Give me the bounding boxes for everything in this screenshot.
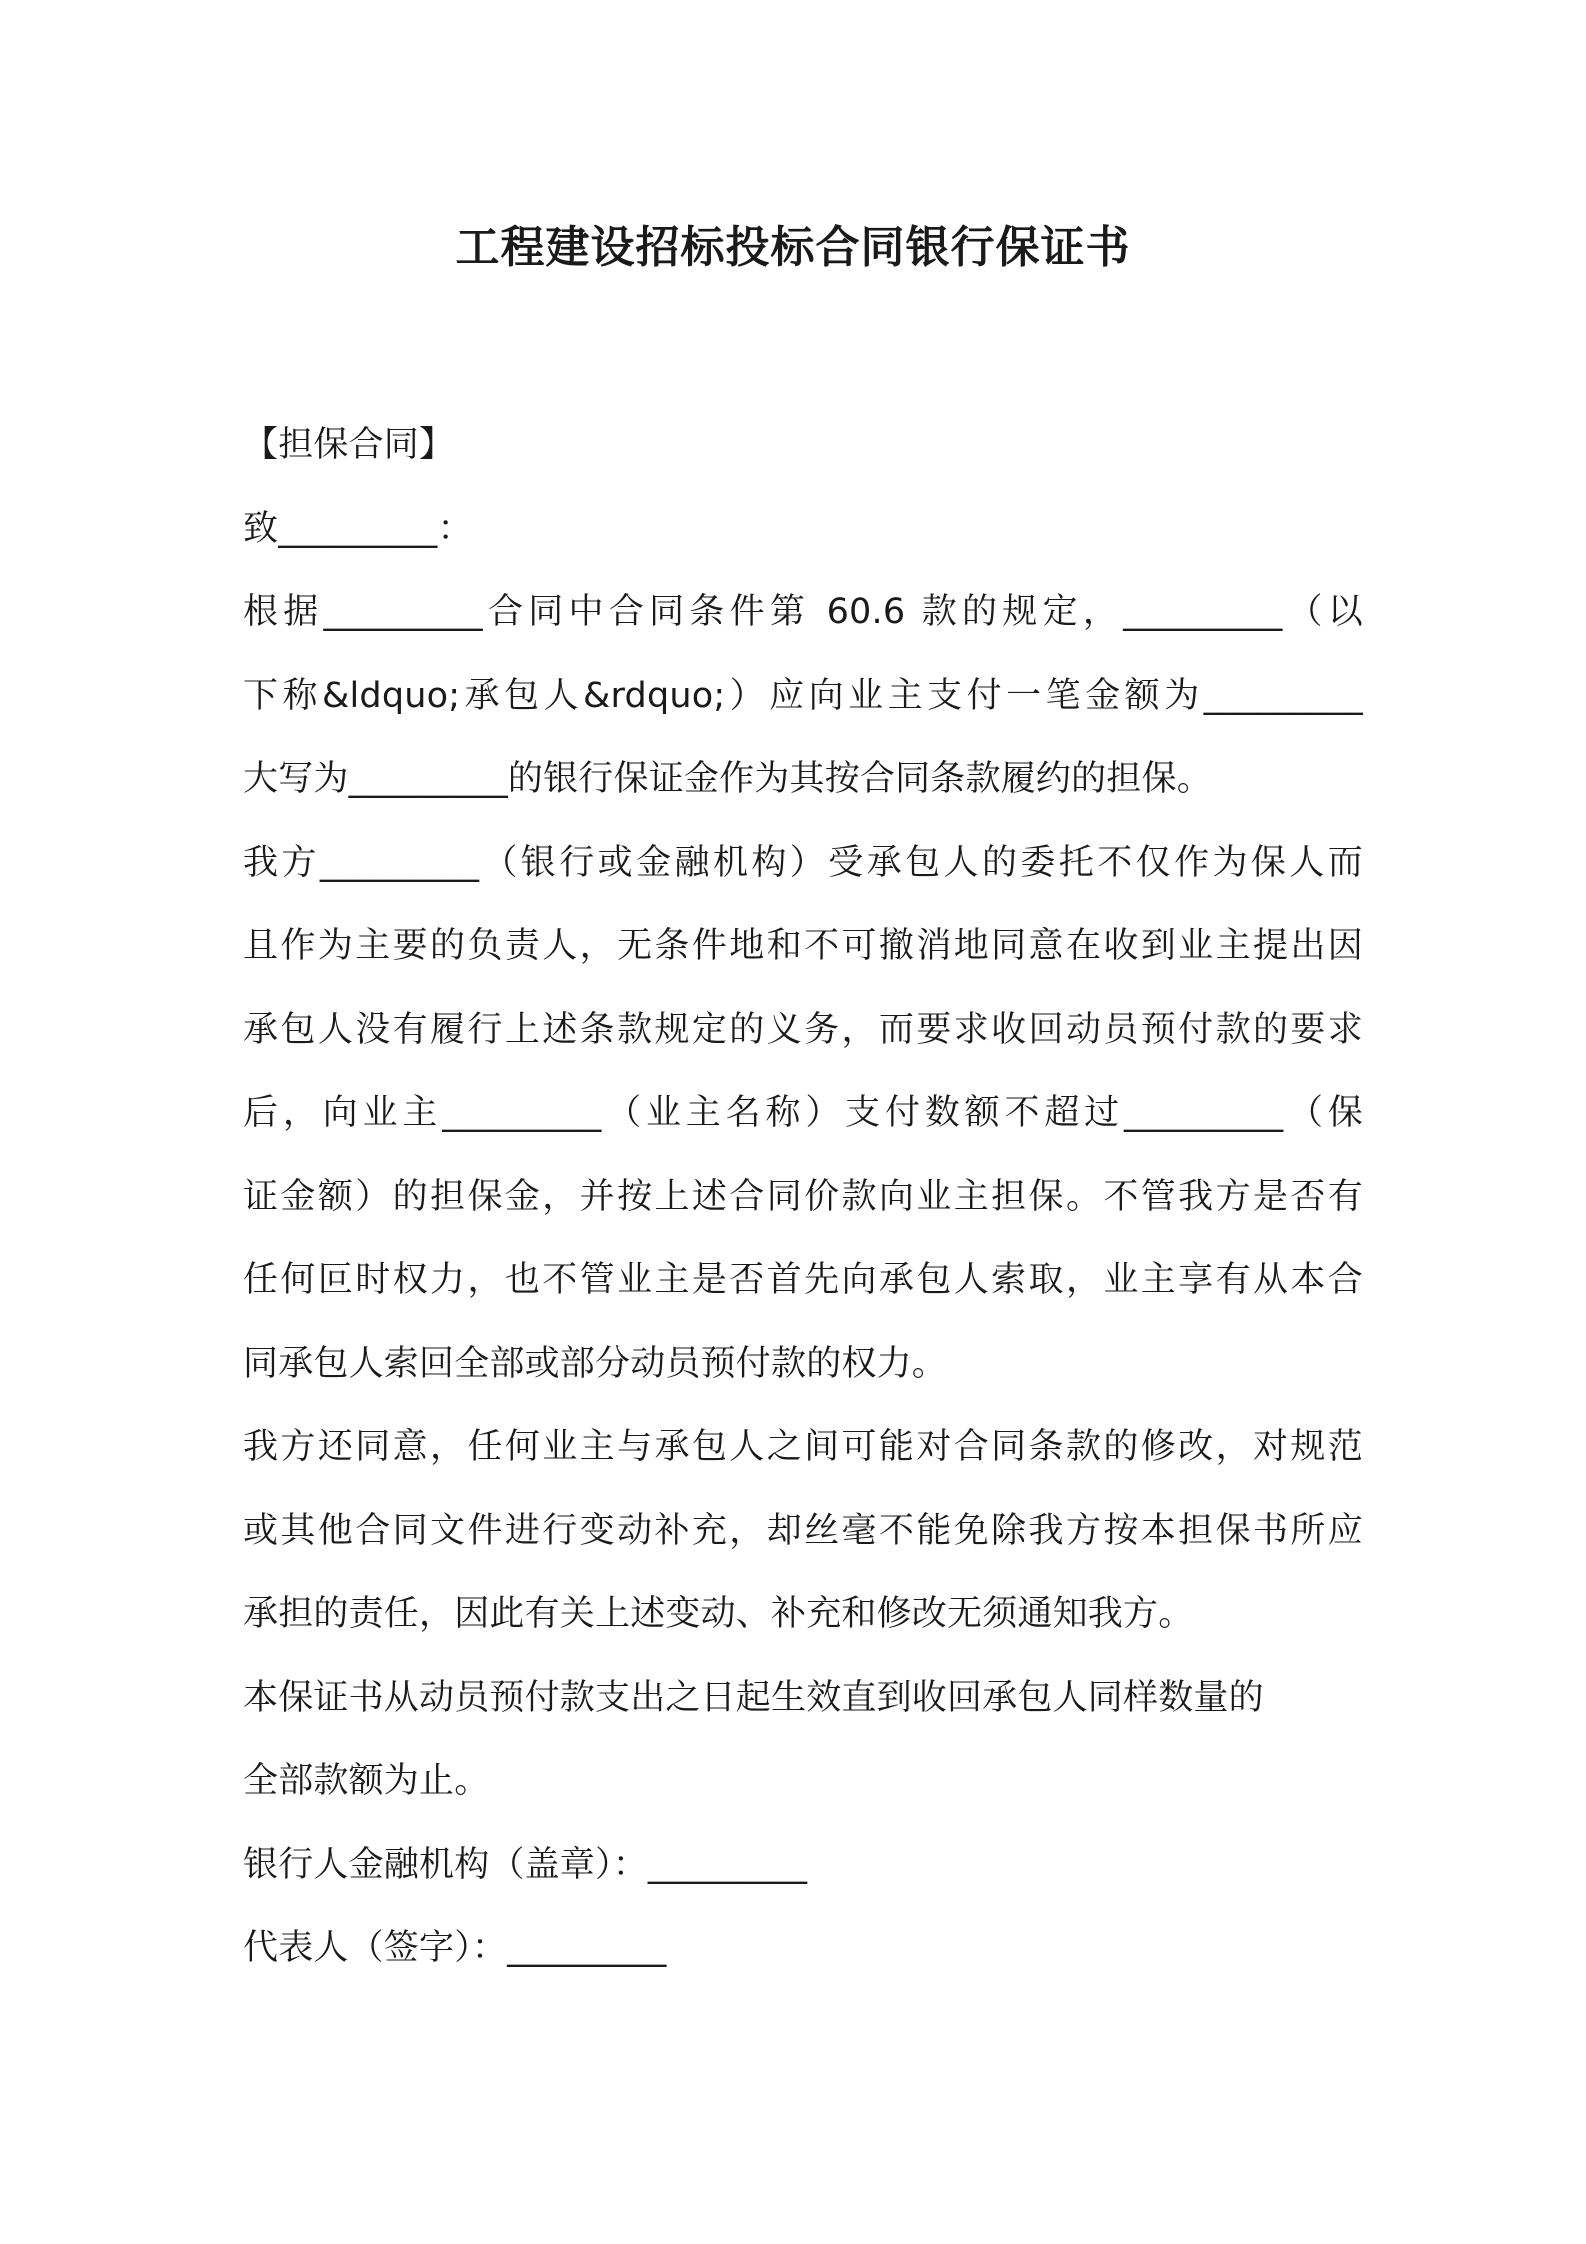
paragraph-line: 后，向业主_________（业主名称）支付数额不超过_________（保 xyxy=(243,1093,1363,1133)
paragraph-line: 全部款额为止。 xyxy=(243,1761,490,1801)
paragraph-line: 本保证书从动员预付款支出之日起生效直到收回承包人同样数量的 xyxy=(243,1677,1264,1718)
paragraph-line: 证金额）的担保金，并按上述合同价款向业主担保。不管我方是否有 xyxy=(243,1176,1363,1217)
paragraph-line: 承担的责任，因此有关上述变动、补充和修改无须通知我方。 xyxy=(243,1594,1194,1634)
paragraph-line: 大写为_________的银行保证金作为其按合同条款履约的担保。 xyxy=(243,759,1212,799)
addressee-line: 致_________： xyxy=(243,508,473,549)
paragraph-line: 且作为主要的负责人，无条件地和不可撤消地同意在收到业主提出因 xyxy=(243,926,1363,966)
paragraph-line: 承包人没有履行上述条款规定的义务，而要求收回动员预付款的要求 xyxy=(243,1009,1363,1050)
paragraph-line: 同承包人索回全部或部分动员预付款的权力。 xyxy=(243,1343,948,1384)
paragraph-line: 我方还同意，任何业主与承包人之间可能对合同条款的修改，对规范 xyxy=(243,1427,1363,1467)
paragraph-line: 我方_________（银行或金融机构）受承包人的委托不仅作为保人而 xyxy=(243,842,1363,883)
section-heading: 【担保合同】 xyxy=(243,425,455,465)
paragraph-line: 任何叵时权力，也不管业主是否首先向承包人索取，业主享有从本合 xyxy=(243,1260,1363,1300)
representative-signature-line: 代表人（签字）：_________ xyxy=(243,1928,667,1968)
paragraph-line: 或其他合同文件进行变动补充，却丝毫不能免除我方按本担保书所应 xyxy=(243,1510,1363,1551)
paragraph-line: 根据_________合同中合同条件第 60.6 款的规定，_________（以 xyxy=(243,592,1363,632)
paragraph-line: 下称&ldquo;承包人&rdquo;）应向业主支付一笔金额为_________ xyxy=(243,675,1363,716)
bank-seal-line: 银行人金融机构（盖章）：_________ xyxy=(243,1844,808,1885)
document-body xyxy=(243,404,1363,1991)
document-title: 工程建设招标投标合同银行保证书 xyxy=(455,222,1131,273)
